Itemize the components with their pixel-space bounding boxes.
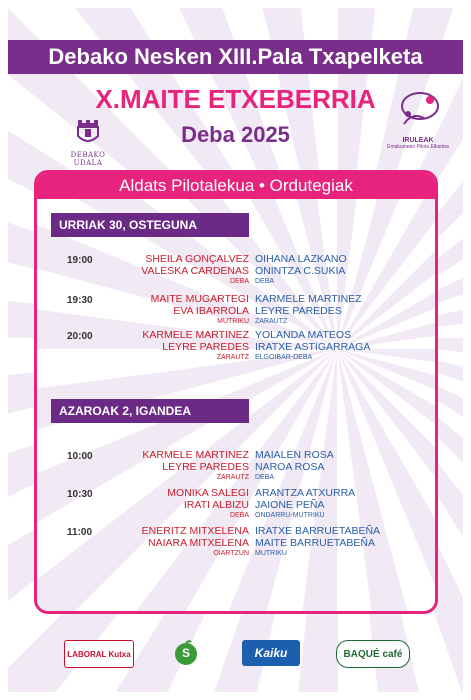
club-name: ZARAUTZ xyxy=(216,474,249,481)
sponsor-name: Kaiku xyxy=(254,646,288,660)
team-red xyxy=(97,329,249,362)
player-name: ONINTZA C.SUKIA xyxy=(255,265,346,277)
club-name: ZARAUTZ xyxy=(216,354,249,361)
club-name: DEBA xyxy=(255,278,275,285)
poster xyxy=(8,8,463,692)
player-name: IRATI ALBIZU xyxy=(183,499,249,511)
player-name: EVA IBARROLA xyxy=(173,305,249,317)
player-name: IRATXE ASTIGARRAGA xyxy=(255,341,371,353)
player-name: JAIONE PEÑA xyxy=(255,499,325,511)
club-name: DEBA xyxy=(229,512,249,519)
match-time: 11:00 xyxy=(67,527,93,538)
team-blue xyxy=(255,525,425,558)
day-label: URRIAK 30, OSTEGUNA xyxy=(51,213,249,237)
player-name: KARMELE MARTINEZ xyxy=(142,449,249,461)
team-blue xyxy=(255,293,425,326)
match-time: 20:00 xyxy=(67,331,93,342)
team-red xyxy=(97,525,249,558)
player-name: LEYRE PAREDES xyxy=(255,305,342,317)
club-name: ZARAUTZ xyxy=(255,318,288,325)
match-time: 19:30 xyxy=(67,295,93,306)
player-name: MAITE MUGARTEGI xyxy=(150,293,249,305)
team-blue xyxy=(255,253,425,286)
sponsor-name: LABORAL Kutxa xyxy=(67,649,131,659)
player-name: MAIALEN ROSA xyxy=(255,449,334,461)
match-time: 10:00 xyxy=(67,451,93,462)
match-row xyxy=(37,449,435,485)
poster-title: Debako Nesken XIII.Pala Txapelketa xyxy=(48,44,423,69)
match-row xyxy=(37,253,435,289)
club-name: DEBA xyxy=(255,474,275,481)
pelota-player-icon xyxy=(390,90,446,132)
team-red xyxy=(97,253,249,286)
player-name: YOLANDA MATEOS xyxy=(255,329,352,341)
player-name: MONIKA SALEGI xyxy=(167,487,249,499)
team-blue xyxy=(255,329,425,362)
schedule-header: Aldats Pilotalekua • Ordutegiak xyxy=(37,173,435,199)
club-name: ONDARRU-MUTRIKU xyxy=(255,512,325,519)
player-name: OIHANA LAZKANO xyxy=(255,253,347,265)
player-name: MAITE BARRUETABEÑA xyxy=(255,537,375,549)
club-name: DEBA xyxy=(229,278,249,285)
player-name: IRATXE BARRUETABEÑA xyxy=(255,525,381,537)
player-name: LEYRE PAREDES xyxy=(162,341,249,353)
title-banner xyxy=(8,40,463,74)
laboral-kutxa-logo xyxy=(64,640,134,668)
debako-udala-name: DEBAKO UDALA xyxy=(70,151,106,167)
club-name: MUTRIKU xyxy=(255,550,287,557)
player-name: ARANTZA ATXURRA xyxy=(255,487,356,499)
player-name: NAIARA MITXELENA xyxy=(148,537,249,549)
match-row xyxy=(37,525,435,561)
player-name: LEYRE PAREDES xyxy=(162,461,249,473)
coat-of-arms-icon xyxy=(73,116,103,146)
apple-s-logo xyxy=(171,640,201,666)
day-label: AZAROAK 2, IGANDEA xyxy=(51,399,249,423)
team-blue xyxy=(255,449,425,482)
team-red xyxy=(97,487,249,520)
debako-udala-logo xyxy=(58,116,118,167)
match-time: 10:30 xyxy=(67,489,93,500)
team-blue xyxy=(255,487,425,520)
place-year: Deba 2025 xyxy=(181,122,290,147)
player-name: KARMELE MARTINEZ xyxy=(255,293,362,305)
schedule-card xyxy=(34,170,438,614)
player-name: ENERITZ MITXELENA xyxy=(141,525,249,537)
team-red xyxy=(97,293,249,326)
team-red xyxy=(97,449,249,482)
club-name: OIARTZUN xyxy=(213,550,249,557)
iruleak-name: IRULEAK xyxy=(402,137,434,144)
match-time: 19:00 xyxy=(67,255,93,266)
sponsor-name: S xyxy=(181,646,190,660)
player-name: VALESKA CARDENAS xyxy=(141,265,249,277)
match-row xyxy=(37,329,435,365)
sponsor-name: BAQUÉ café xyxy=(343,648,403,660)
baque-cafe-logo xyxy=(336,640,410,668)
iruleak-logo xyxy=(382,90,454,150)
sponsor-bar xyxy=(8,634,463,674)
player-name: SHEILA GONÇALVEZ xyxy=(145,253,249,265)
iruleak-tagline: Emakumeen Pilota Elkartea xyxy=(387,144,449,150)
club-name: MUTRIKU xyxy=(217,318,249,325)
tournament-subtitle: X.MAITE ETXEBERRIA xyxy=(95,84,376,114)
kaiku-logo xyxy=(242,640,300,666)
player-name: NAROA ROSA xyxy=(255,461,325,473)
player-name: KARMELE MARTINEZ xyxy=(142,329,249,341)
club-name: ELGOIBAR-DEBA xyxy=(255,354,313,361)
match-row xyxy=(37,487,435,523)
match-row xyxy=(37,293,435,329)
